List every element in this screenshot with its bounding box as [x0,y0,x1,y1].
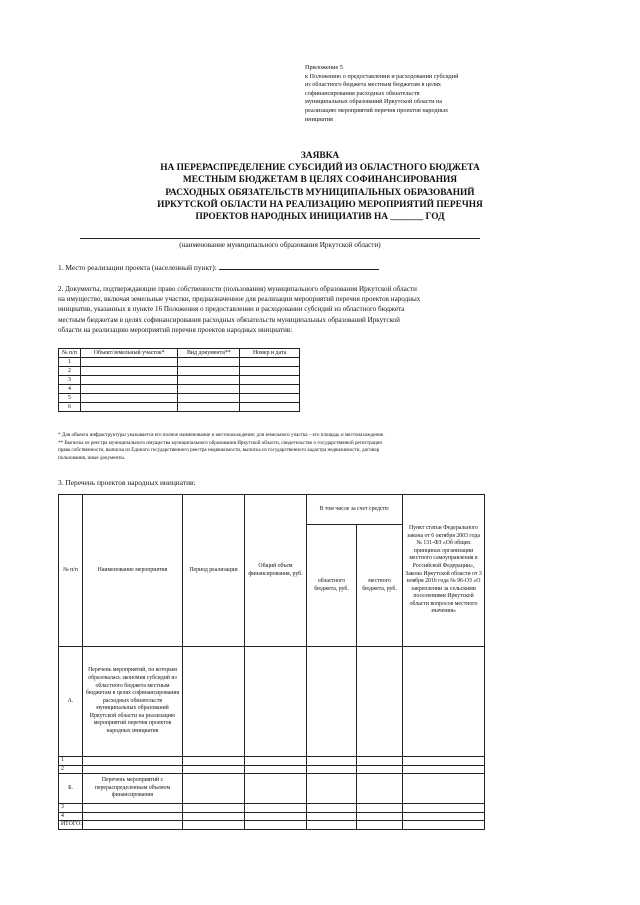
row-number: 1 [59,757,83,766]
table-row [59,812,485,821]
table-row [59,757,485,766]
header-local-budget: местного бюджета, руб. [357,525,403,647]
section-a-title: Перечень мероприятий, по которым образовалась экономия субсидий из областного бюджета местным бюджетам в целях софинансирования расходных обязательств муниципальных образований Иркутской области на реализацию мероприятий перечня проектов народных инициатив [83,647,183,757]
header-cell: Объект/земельный участок* [80,349,178,358]
total-label: ИТОГО: [59,821,83,830]
section-b-number: Б. [59,774,83,804]
table-row [59,376,300,385]
title-line: ИРКУТСКОЙ ОБЛАСТИ НА РЕАЛИЗАЦИЮ МЕРОПРИЯТИЙ ПЕРЕЧНЯ [157,199,483,210]
table-row [59,403,300,412]
title-line: ЗАЯВКА [300,151,340,161]
row-number: 2 [59,367,81,376]
row-number: 4 [59,812,83,821]
table-header-row [59,349,300,358]
document-title [110,150,530,223]
documents-table [58,348,300,412]
item-2-line: 2. Документы, подтверждающие право собственности (пользования) муниципального образования Иркутской области [58,285,417,293]
title-line: НА ПЕРЕРАСПРЕДЕЛЕНИЕ СУБСИДИЙ ИЗ ОБЛАСТНОГО БЮДЖЕТА [160,163,480,174]
table-row [59,765,485,774]
footnote-line: пользования, иные документы. [58,454,126,461]
section-row-b [59,774,485,804]
header-total: Общий объем финансирования, руб. [245,495,307,647]
header-including: В том числе за счет средств: [307,495,403,525]
table-header-row [59,495,485,525]
header-name: Наименование мероприятия [83,495,183,647]
item-2-line: на имущество, включая земельные участки, предназначенное для реализации мероприятий перечня проектов народных [58,295,421,304]
title-line: РАСХОДНЫХ ОБЯЗАТЕЛЬСТВ МУНИЦИПАЛЬНЫХ ОБРАЗОВАНИЙ [165,187,475,198]
item-1 [58,262,379,272]
row-number: 1 [59,358,81,367]
item-3: 3. Перечень проектов народных инициатив: [58,478,196,487]
appendix-line: инициатив [305,115,334,123]
item-2 [58,284,482,335]
table-row [59,358,300,367]
appendix-line: из областного бюджета местным бюджетам в целях [305,81,442,89]
table-row [59,385,300,394]
appendix-line: муниципальных образований Иркутской области на [305,98,443,106]
header-cell: Номер и дата [240,349,300,358]
projects-table [58,494,485,830]
item-2-line: инициатив, указанных в пункте 16 Положения о предоставлении и расходовании субсидий из областного бюджета [58,305,405,314]
total-row [59,821,485,830]
item-2-line: области на реализацию мероприятий перечня проектов народных инициатив: [58,325,293,334]
footnote-line: права собственности, выписка из Единого государственного реестра недвижимости, выписка из государственного кадастра недвижимости, договор [58,447,380,454]
appendix-line: к Положению о предоставлении и расходовании субсидий [305,72,459,80]
appendix-line: реализацию мероприятий перечня проектов народных [305,106,449,114]
appendix-line: софинансирования расходных обязательств [305,89,420,97]
header-period: Период реализации [183,495,245,647]
footnote-line: * Для объекта инфраструктуры указывается его полное наименование и местонахождение; для земельного участка – его площадь и местонахождение. [58,432,385,438]
place-fill-line [219,262,379,270]
row-number: 2 [59,765,83,774]
item-2-line: местным бюджетам в целях софинансирования расходных обязательств муниципальных образований Иркутской [58,315,400,324]
header-cell: № п/п [59,349,81,358]
table-row [59,394,300,403]
row-number: 3 [59,376,81,385]
section-a-number: А. [59,647,83,757]
municipality-fill-line [80,238,480,239]
table-row [59,367,300,376]
title-line: ПРОЕКТОВ НАРОДНЫХ ИНИЦИАТИВ НА _______ ГОД [195,212,445,223]
table-row [59,804,485,813]
row-number: 5 [59,394,81,403]
section-row-a [59,647,485,757]
row-number: 3 [59,804,83,813]
header-law-reference: Пункт статьи Федерального закона от 6 октября 2003 года № 131-ФЗ «Об общих принципах организации местного самоуправления в Российской Федерации», Закона Иркутской области от 3 ноября 2016 года № 96-ОЗ «О закреплении за сельскими поселениями Иркутской области вопросов местного значения» [403,495,485,647]
title-line: МЕСТНЫМ БЮДЖЕТАМ В ЦЕЛЯХ СОФИНАНСИРОВАНИЯ [182,175,458,186]
header-cell: Вид документа** [178,349,240,358]
appendix-line: Приложение 5 [305,64,343,71]
item-1-text: 1. Место реализации проекта (населенный пункт): [58,263,217,272]
footnote-line: ** Выписка из реестра муниципального имущества муниципального образования Иркутской области, свидетельство о государственной регистрации [58,439,383,446]
row-number: 4 [59,385,81,394]
header-num: № п/п [59,495,83,647]
section-b-title: Перечень мероприятий с перераспределенным объемом финансирования [83,774,183,804]
row-number: 6 [59,403,81,412]
footnotes [58,432,483,462]
appendix-reference [305,64,545,124]
municipality-caption: (наименование муниципального образования Иркутской области) [179,241,381,249]
header-regional-budget: областного бюджета, руб. [307,525,357,647]
